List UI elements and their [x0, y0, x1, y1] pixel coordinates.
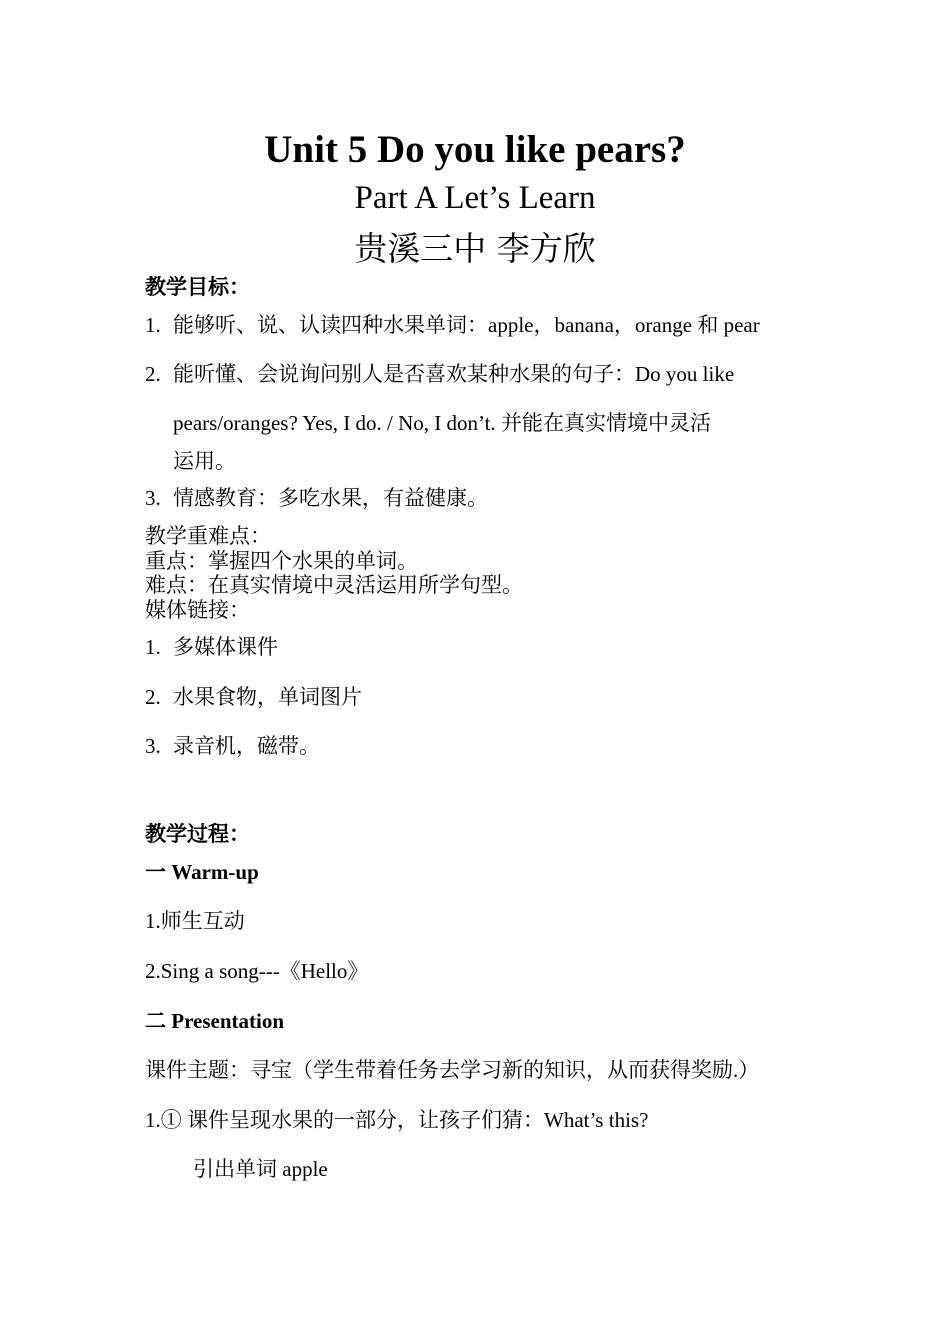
objectives-heading: 教学目标： [145, 275, 250, 299]
warmup-section-title [145, 862, 259, 883]
objective-number-3: 3. [145, 486, 161, 510]
author-line: 贵溪三中 李方欣 [354, 229, 596, 268]
process-heading: 教学过程： [145, 822, 250, 846]
media-number-2: 2. [145, 685, 161, 709]
presentation-step-1-sub: 引出单词 apple [193, 1157, 328, 1181]
key-points-heading: 教学重难点： [145, 524, 271, 548]
objective-item-2-line-2: pears/oranges? Yes, I do. / No, I don’t. 并能在真实情境中灵活 [173, 411, 711, 435]
presentation-theme: 课件主题：寻宝（学生带着任务去学习新的知识，从而获得奖励.） [145, 1058, 760, 1082]
objective-number-1: 1. [145, 313, 161, 337]
presentation-section-number: 二 [145, 1009, 166, 1033]
difficulty-point: 难点：在真实情境中灵活运用所学句型。 [145, 573, 523, 597]
media-heading: 媒体链接： [145, 598, 250, 622]
presentation-section-label: Presentation [171, 1009, 285, 1033]
objective-item-2-line-1: 能听懂、会说询问别人是否喜欢某种水果的句子：Do you like [173, 362, 735, 386]
presentation-section-title [145, 1011, 284, 1032]
focus-point: 重点：掌握四个水果的单词。 [145, 549, 418, 573]
objective-number-2: 2. [145, 362, 161, 386]
document-title: Unit 5 Do you like pears? [264, 128, 686, 171]
media-number-1: 1. [145, 635, 161, 659]
objective-item-1: 能够听、说、认读四种水果单词：apple，banana，orange 和 pear [173, 313, 760, 337]
media-number-3: 3. [145, 734, 161, 758]
document-subtitle: Part A Let’s Learn [354, 180, 596, 216]
warmup-step-1: 1.师生互动 [145, 909, 245, 933]
media-item-1: 多媒体课件 [173, 635, 278, 659]
media-item-3: 录音机，磁带。 [173, 734, 320, 758]
warmup-section-number: 一 [145, 860, 166, 884]
objective-item-2-line-3: 运用。 [173, 449, 236, 473]
media-item-2: 水果食物，单词图片 [173, 685, 362, 709]
warmup-step-2: 2.Sing a song---《Hello》 [145, 959, 369, 983]
objective-item-3: 情感教育：多吃水果，有益健康。 [173, 486, 488, 510]
presentation-step-1: 1.① 课件呈现水果的一部分，让孩子们猜：What’s this? [145, 1108, 649, 1132]
warmup-section-label: Warm-up [171, 860, 259, 884]
